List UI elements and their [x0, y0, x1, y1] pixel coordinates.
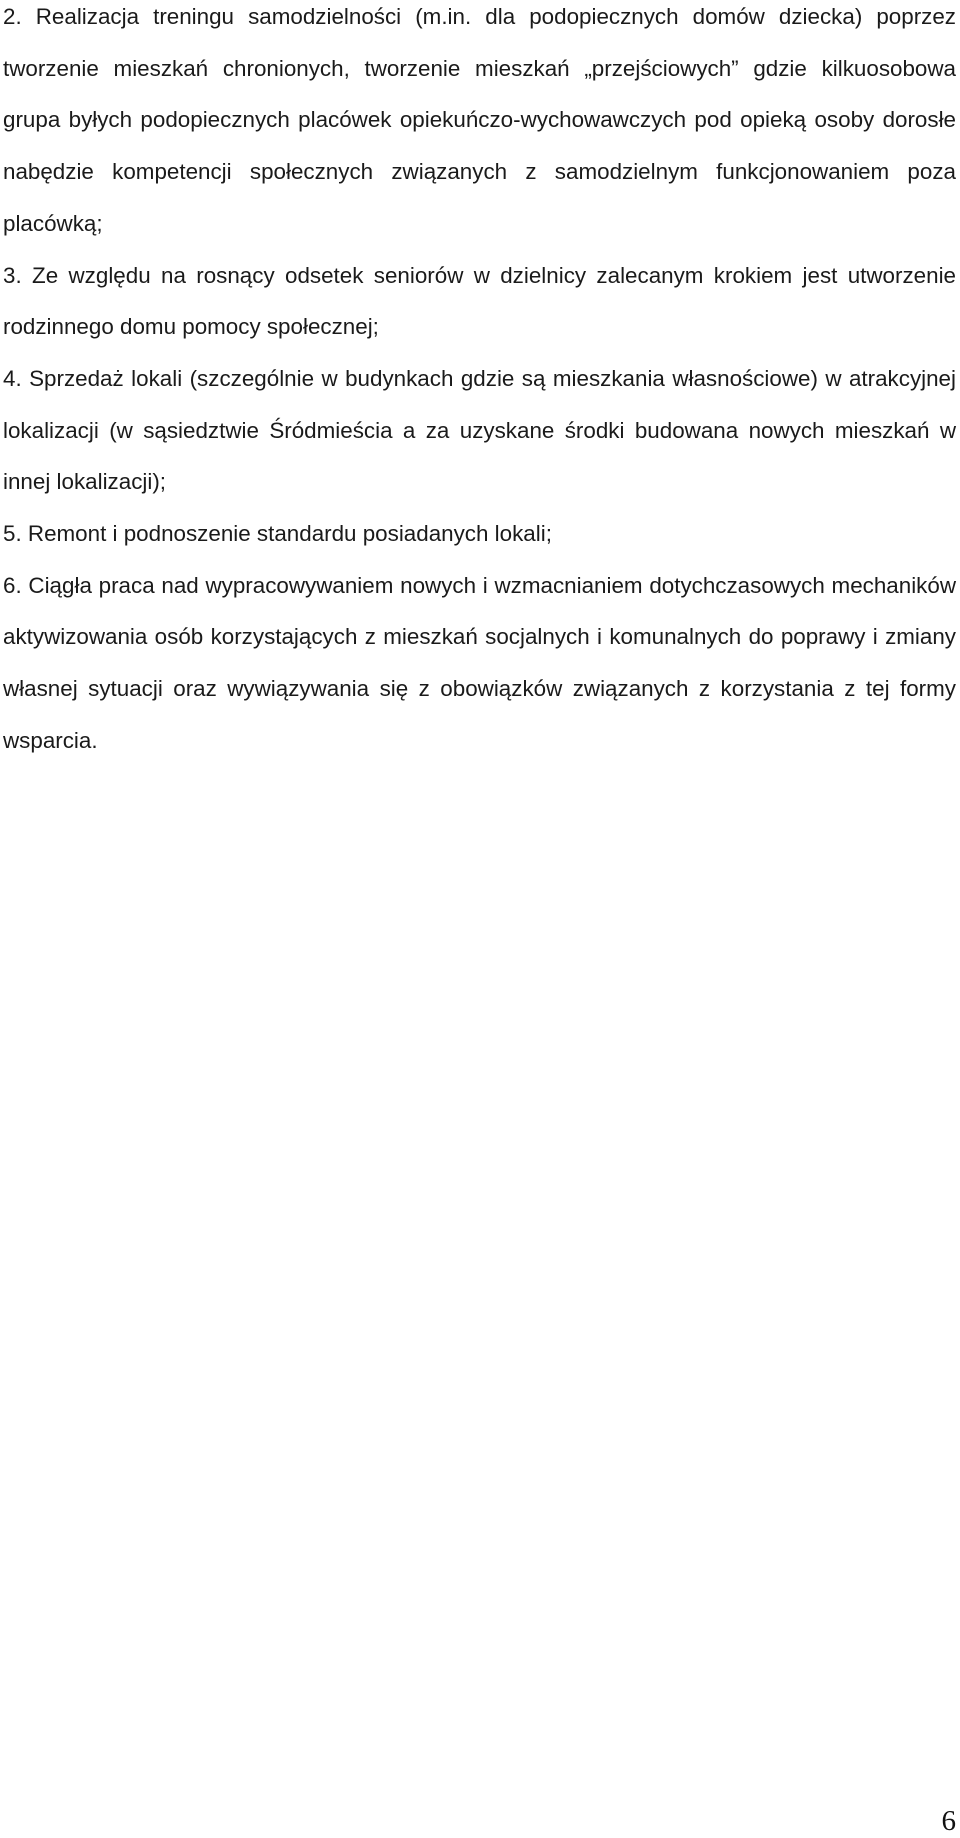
page-number: 6 — [941, 1805, 956, 1837]
document-page — [3, 0, 956, 767]
paragraph-item-3: 3. Ze względu na rosnący odsetek seniorów w dzielnicy zalecanym krokiem jest utworzenie rodzinnego domu pomocy społecznej; — [3, 262, 956, 340]
paragraph-item-6: 6. Ciągła praca nad wypracowywaniem nowych i wzmacnianiem dotychczasowych mechaników aktywizowania osób korzystających z mieszkań socjalnych i komunalnych do poprawy i zmiany własnej sytuacji oraz wywiązywania się z obowiązków związanych z korzystania z tej formy wsparcia. — [3, 572, 956, 753]
paragraph-item-4: 4. Sprzedaż lokali (szczególnie w budynkach gdzie są mieszkania własnościowe) w atrakcyjnej lokalizacji (w sąsiedztwie Śródmieścia a za uzyskane środki budowana nowych mieszkań w innej lokalizacji); — [3, 365, 956, 495]
paragraph-item-5: 5. Remont i podnoszenie standardu posiadanych lokali; — [3, 521, 552, 547]
paragraph-item-2: 2. Realizacja treningu samodzielności (m.in. dla podopiecznych domów dziecka) poprzez tworzenie mieszkań chronionych, tworzenie mieszkań „przejściowych” gdzie kilkuosobowa grupa byłych podopiecznych placówek opiekuńczo-wychowawczych pod opieką osoby dorosłe nabędzie kompetencji społecznych związanych z samodzielnym funkcjonowaniem poza placówką; — [3, 4, 956, 236]
